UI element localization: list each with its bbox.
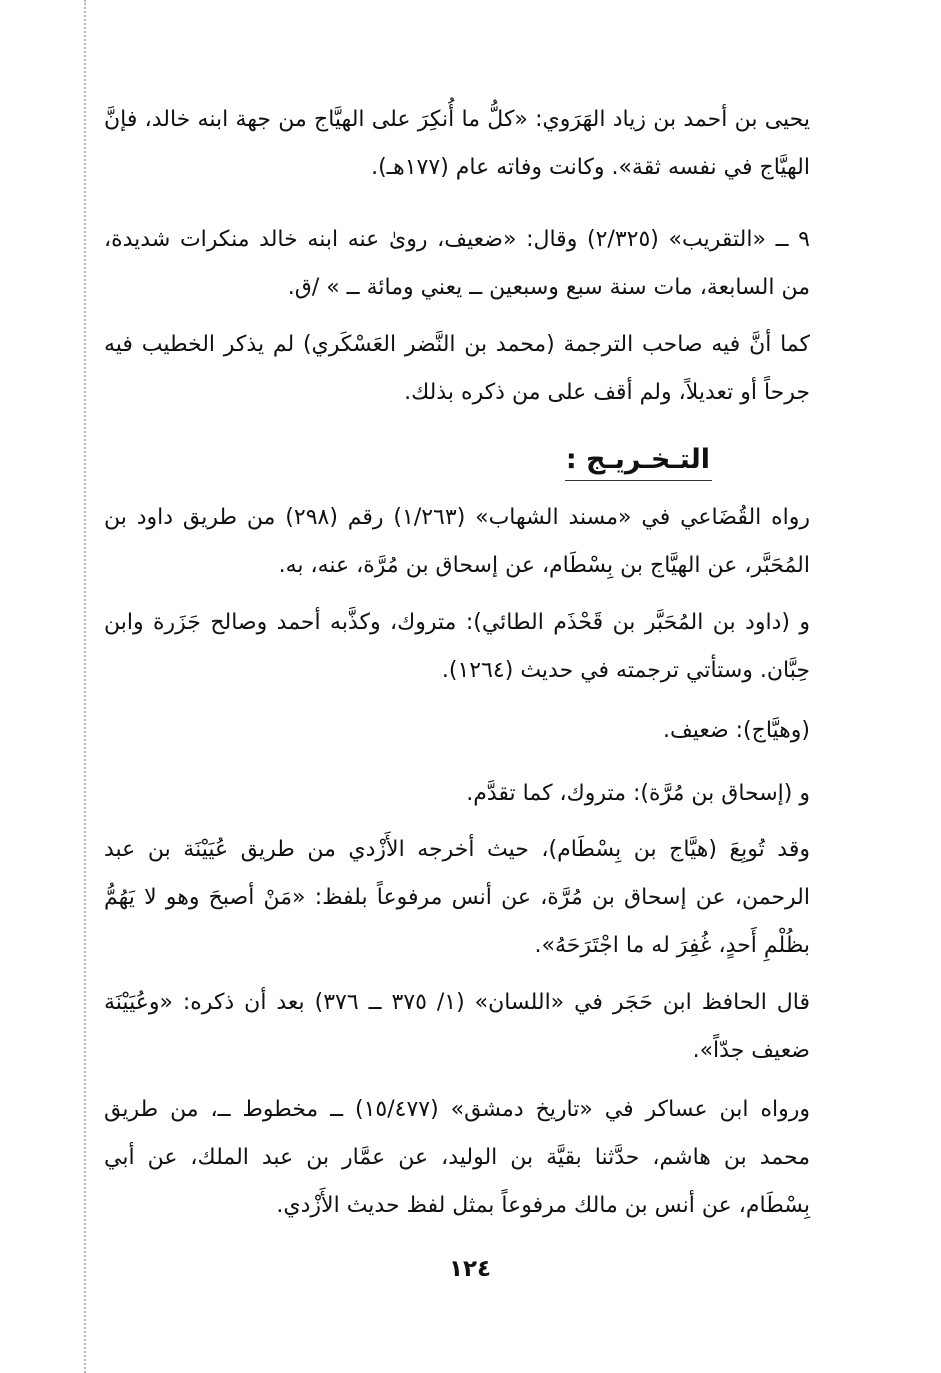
paragraph-10: ورواه ابن عساكر في «تاريخ دمشق» (١٥/٤٧٧) ــ مخطوط ــ، من طريق محمد بن هاشم، حدَّثنا بقيَّة بن الوليد، عن عمَّار بن عبد الملك، عن أبي بِسْطَام، عن أنس بن مالك مرفوعاً بمثل لفظ حديث الأَزْدي. — [104, 1097, 810, 1218]
paragraph-6: (وهيَّاج): ضعيف. — [662, 718, 810, 743]
paragraph-7: و (إسحاق بن مُرَّة): متروك، كما تقدَّم. — [466, 781, 810, 806]
paragraph-3: كما أنَّ فيه صاحب الترجمة (محمد بن النَّضر العَسْكَري) لم يذكر الخطيب فيه جرحاً أو تعديلاً، ولم أقف على من ذكره بذلك. — [104, 332, 810, 405]
paragraph-2: ٩ ــ «التقريب» (٢/٣٢٥) وقال: «ضعيف، روىٰ عنه ابنه خالد منكرات شديدة، من السابعة، مات سنة سبع وسبعين ــ يعني ومائة ــ » /ق. — [104, 227, 810, 300]
section-heading: التـخـريـج : — [565, 444, 710, 475]
binding-edge — [84, 0, 86, 1373]
section-heading-underline — [565, 480, 712, 481]
paragraph-5: و (داود بن المُحَبَّر بن قَحْذَم الطائي): متروك، وكذَّبه أحمد وصالح جَزَرة وابن حِبَّان. وستأتي ترجمته في حديث (١٢٦٤). — [104, 610, 810, 683]
paragraph-8: وقد تُوبِعَ (هيَّاج بن بِسْطَام)، حيث أخرجه الأَزْدي من طريق عُيَيْنَة بن عبد الرحمن، عن إسحاق بن مُرَّة، عن أنس مرفوعاً بلفظ: «مَنْ أصبحَ وهو لا يَهُمُّ بظُلْمِ أَحدٍ، غُفِرَ له ما اجْتَرَحَهُ». — [104, 837, 810, 958]
paragraph-9: قال الحافظ ابن حَجَر في «اللسان» (١/ ٣٧٥ ــ ٣٧٦) بعد أن ذكره: «وعُيَيْنَة ضعيف جدّاً». — [104, 990, 810, 1063]
page-number: ١٢٤ — [448, 1256, 492, 1282]
paragraph-1: يحيى بن أحمد بن زياد الهَرَوي: «كلُّ ما أُنكِرَ على الهيَّاج من جهة ابنه خالد، فإنَّ الهيَّاج في نفسه ثقة». وكانت وفاته عام (١٧٧هـ). — [104, 107, 810, 180]
paragraph-4: رواه القُضَاعي في «مسند الشهاب» (١/٢٦٣) رقم (٢٩٨) من طريق داود بن المُحَبَّر، عن الهيَّاج بن بِسْطَام، عن إسحاق بن مُرَّة، عنه، به. — [104, 505, 811, 578]
